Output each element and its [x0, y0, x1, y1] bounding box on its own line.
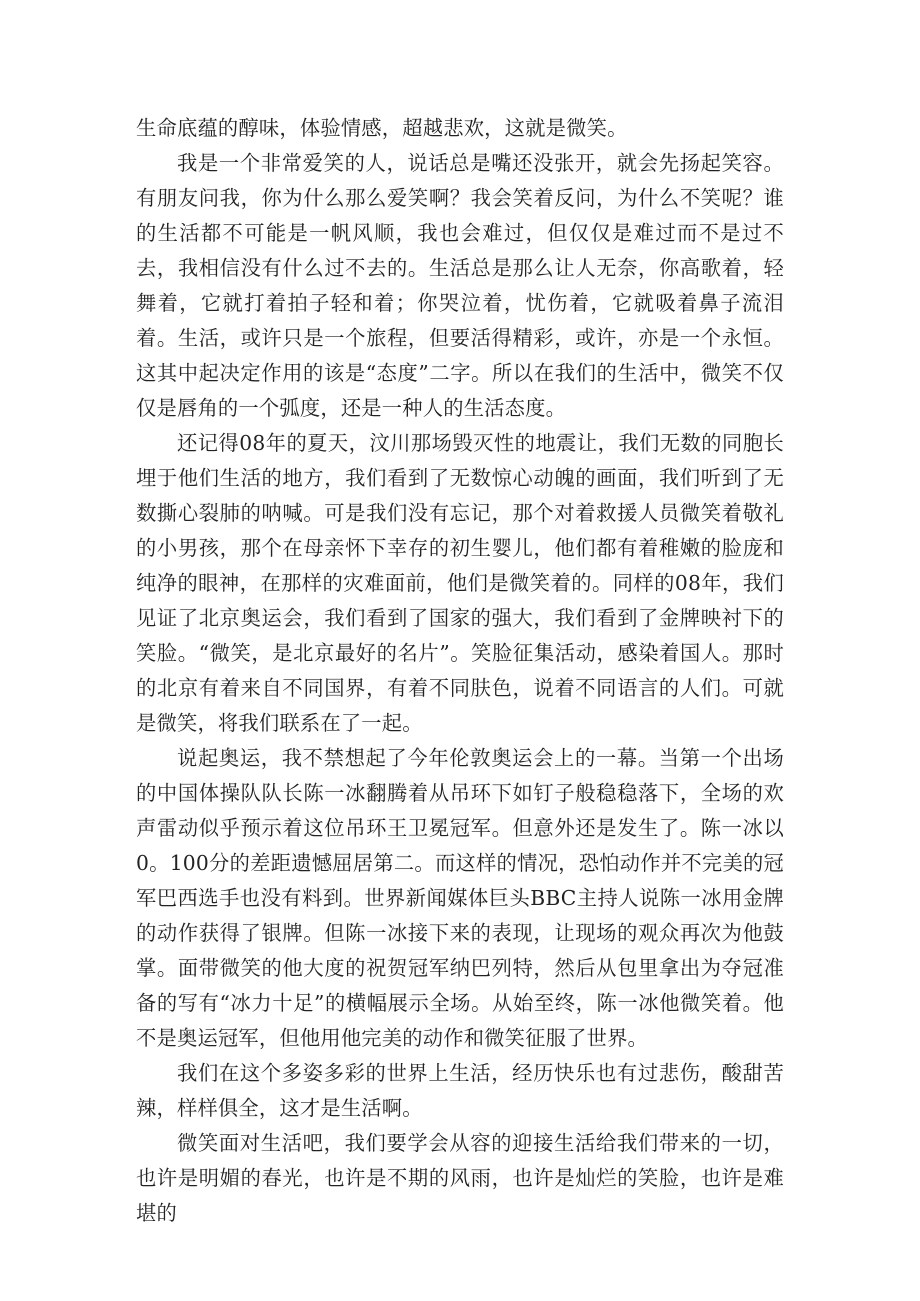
- paragraph-2008-memories: 还记得08年的夏天，汶川那场毁灭性的地震让，我们无数的同胞长埋于他们生活的地方，我们看到了无数惊心动魄的画面，我们听到了无数撕心裂肺的呐喊。可是我们没有忘记，那个对着救援人员微笑着敬礼的小男孩，那个在母亲怀下幸存的初生婴儿，他们都有着稚嫩的脸庞和纯净的眼神，在那样的灾难面前，他们是微笑着的。同样的08年，我们见证了北京奥运会，我们看到了国家的强大，我们看到了金牌映衬下的笑脸。“微笑，是北京最好的名片”。笑脸征集活动，感染着国人。那时的北京有着来自不同国界，有着不同肤色，说着不同语言的人们。可就是微笑，将我们联系在了一起。: [136, 431, 784, 735]
- paragraph-face-life-smiling: 微笑面对生活吧，我们要学会从容的迎接生活给我们带来的一切，也许是明媚的春光，也许是不期的风雨，也许是灿烂的笑脸，也许是难堪的: [136, 1131, 784, 1225]
- paragraph-london-olympics: 说起奥运，我不禁想起了今年伦敦奥运会上的一幕。当第一个出场的中国体操队队长陈一冰翻腾着从吊环下如钉子般稳稳落下，全场的欢声雷动似乎预示着这位吊环王卫冕冠军。但意外还是发生了。陈一冰以0。100分的差距遗憾屈居第二。而这样的情况，恐怕动作并不完美的冠军巴西选手也没有料到。世界新闻媒体巨头BBC主持人说陈一冰用金牌的动作获得了银牌。但陈一冰接下来的表现，让现场的观众再次为他鼓掌。面带微笑的他大度的祝贺冠军纳巴列特，然后从包里拿出为夺冠准备的写有“冰力十足”的横幅展示全场。从始至终，陈一冰他微笑着。他不是奥运冠军，但他用他完美的动作和微笑征服了世界。: [136, 746, 784, 1050]
- paragraph-colorful-life: 我们在这个多姿多彩的世界上生活，经历快乐也有过悲伤，酸甜苦辣，样样俱全，这才是生活啊。: [136, 1061, 784, 1120]
- paragraph-laughing-person: 我是一个非常爱笑的人，说话总是嘴还没张开，就会先扬起笑容。有朋友问我，你为什么那么爱笑啊？我会笑着反问，为什么不笑呢？谁的生活都不可能是一帆风顺，我也会难过，但仅仅是难过而不是过不去，我相信没有什么过不去的。生活总是那么让人无奈，你高歌着，轻舞着，它就打着拍子轻和着；你哭泣着，忧伤着，它就吸着鼻子流泪着。生活，或许只是一个旅程，但要活得精彩，或许，亦是一个永恒。这其中起决定作用的该是“态度”二字。所以在我们的生活中，微笑不仅仅是唇角的一个弧度，还是一种人的生活态度。: [136, 151, 784, 420]
- paragraph-continuation: 生命底蕴的醇味，体验情感，超越悲欢，这就是微笑。: [136, 116, 628, 140]
- document-body: [136, 111, 784, 1231]
